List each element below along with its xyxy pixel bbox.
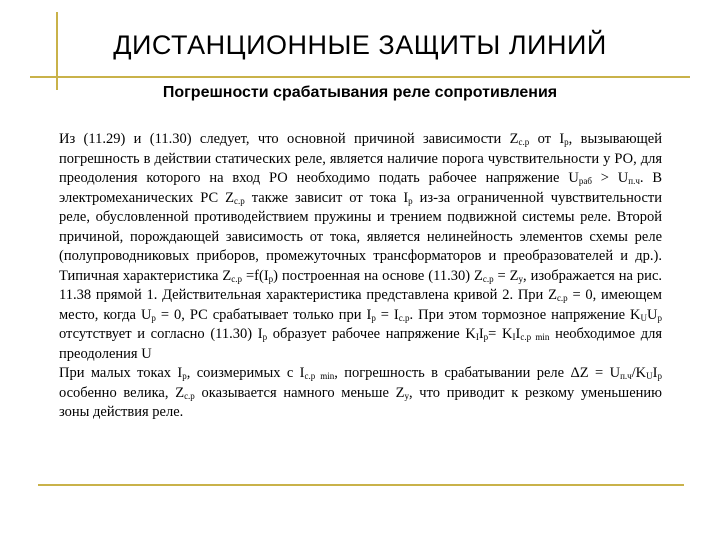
subscript: р: [657, 371, 662, 381]
text-run: При малых токах I: [59, 365, 183, 381]
subscript: I: [475, 332, 479, 342]
text-run: отсутствует и согласно (11.30) I: [59, 326, 263, 342]
text-run: I: [515, 326, 521, 342]
title-underline: [30, 76, 690, 78]
slide-title: ДИСТАНЦИОННЫЕ ЗАЩИТЫ ЛИНИЙ: [113, 30, 607, 60]
subscript: р: [151, 312, 156, 323]
text-run: необходимое для преодоления U: [59, 326, 662, 362]
subscript: с.р: [398, 312, 410, 323]
text-run: , погрешность в срабатывании реле ΔZ = U: [334, 365, 621, 381]
text-run: I: [652, 365, 658, 381]
subscript: с.р: [482, 273, 494, 284]
text-run: = I: [375, 306, 399, 323]
text-run: , вызывающей погрешность в действии статических реле, является наличие порога чувствительности у РО, для преодоления которого на вход РО необходимо подать рабочее напряжение U: [59, 131, 663, 186]
subscript: п.ч: [620, 371, 632, 381]
subscript: с.р: [556, 293, 568, 303]
text-run: U: [647, 306, 658, 323]
text-run: , изображается на рис. 11.38 прямой 1. Действительная характеристика представлена кривой 2. При Z: [59, 267, 663, 303]
text-run: Из (11.29) и (11.30) следует, что основной причиной зависимости Z: [59, 131, 519, 147]
paragraph-1: [59, 130, 662, 364]
subscript: р: [564, 137, 569, 147]
text-run: образует рабочее напряжение K: [267, 326, 476, 342]
text-run: особенно велика, Z: [59, 384, 185, 401]
slide-subtitle: Погрешности срабатывания реле сопротивления: [162, 84, 558, 101]
subscript: р: [657, 312, 662, 323]
text-run: = Z: [493, 267, 519, 284]
text-run: = 0, имеющем место, когда U: [59, 287, 662, 323]
subscript: с.р: [231, 273, 243, 284]
subscript: раб: [578, 176, 592, 186]
subscript: с.р: [234, 195, 245, 206]
text-run: =f(I: [242, 267, 269, 284]
subscript: U: [640, 312, 648, 323]
text-run: > U: [591, 170, 629, 186]
text-run: , соизмеримых с I: [186, 365, 305, 381]
subscript: с.р min: [304, 371, 335, 381]
subscript: с.р min: [520, 332, 550, 342]
subscript: у: [404, 390, 409, 401]
subscript: п.ч: [628, 176, 640, 186]
text-run: из-за ограниченной чувствительности реле, обусловленной противодействием пружины и трением подвижной системы реле. Второй причиной, порождающей зависимость от тока, является нелинейность элементов схемы реле (полупроводниковых приборов, промежуточных трансформаторов и преобразователей и др.). Типичная характеристика Z: [59, 189, 662, 284]
text-run: от I: [529, 131, 565, 147]
text-run: , что приводит к резкому уменьшению зоны действия реле.: [59, 384, 662, 420]
text-run: оказывается намного меньше Z: [194, 384, 405, 401]
text-run: . При этом тормозное напряжение K: [409, 306, 641, 323]
subscript: с.р: [184, 390, 195, 401]
text-run: = K: [488, 326, 513, 342]
text-run: /K: [631, 365, 647, 381]
text-run: . В электромеханических РС Z: [59, 170, 663, 206]
paragraph-2: [59, 364, 662, 423]
subscript: р: [268, 273, 274, 284]
subscript: с.р: [518, 137, 530, 147]
subscript: р: [371, 312, 376, 323]
subscript: I: [512, 332, 516, 342]
subscript: у: [518, 273, 524, 284]
text-run: = 0, РС срабатывает только при I: [155, 306, 372, 323]
text-run: также зависит от тока I: [244, 189, 409, 206]
text-run: I: [478, 326, 484, 342]
subscript: р: [483, 332, 489, 342]
text-run: ) построенная на основе (11.30) Z: [273, 267, 483, 284]
subscript: U: [646, 371, 653, 381]
subscript: р: [262, 332, 268, 342]
bottom-rule: [38, 484, 684, 486]
subscript: р: [182, 371, 187, 381]
body-text: [59, 130, 662, 423]
subscript: р: [408, 195, 413, 206]
